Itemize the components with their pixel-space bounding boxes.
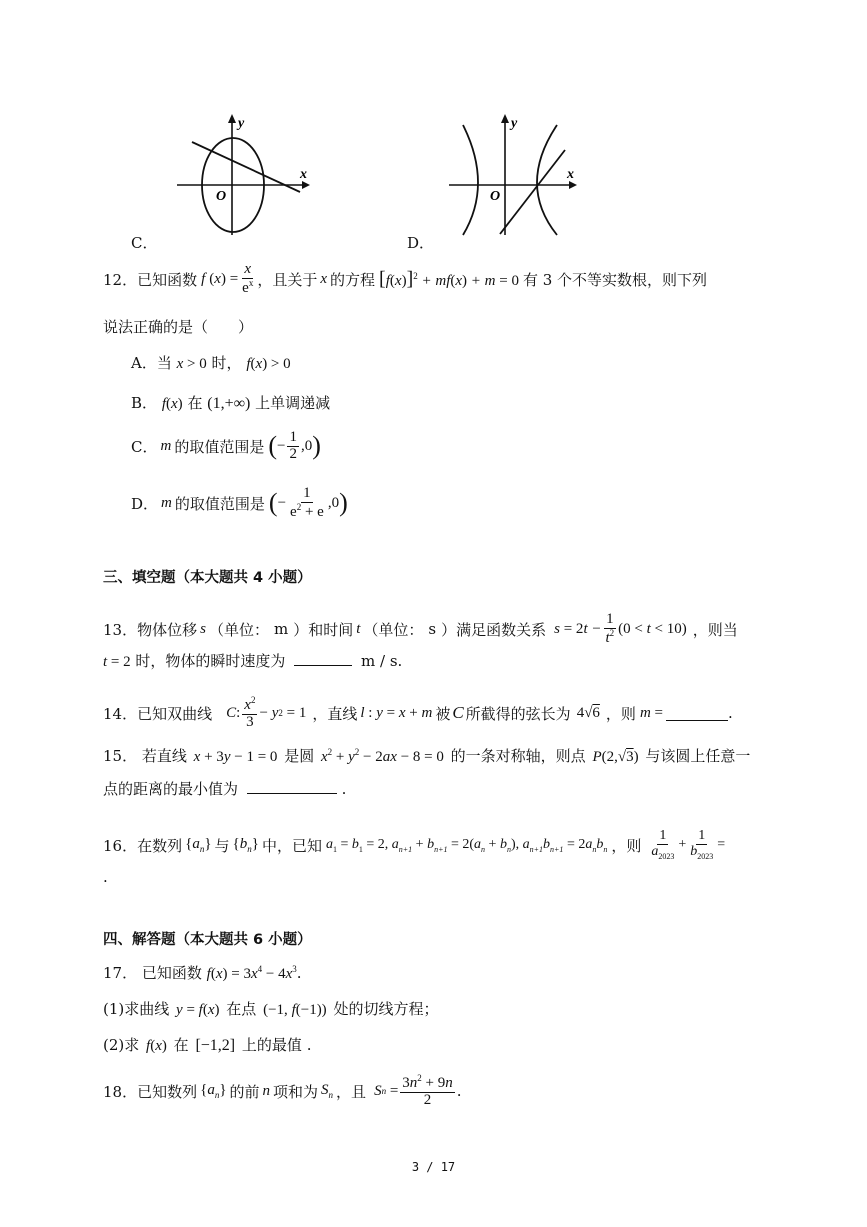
q15-line2 xyxy=(103,778,346,799)
q15-line-eq: x + 3y − 1 = 0 xyxy=(193,749,278,765)
q18-seq: $\{a_n\}$ xyxy=(200,1082,227,1100)
q12-text: 已知函数 xyxy=(137,270,198,289)
option-c-var: m xyxy=(160,437,172,454)
origin-label: O xyxy=(216,189,227,204)
q18-sn: $S_n$ xyxy=(321,1082,334,1100)
y-label: y xyxy=(238,116,245,131)
q12-fx: ( xyxy=(209,270,215,287)
option-d-mid: 的取值范围是 xyxy=(174,494,265,513)
section-4-heading: 四、解答题（本大题共 6 小题） xyxy=(103,932,312,948)
q14-line-eq: l : y = x + m xyxy=(360,704,433,721)
q15-text5: 点的距离的最小值为 xyxy=(103,780,239,798)
option-d-var: m xyxy=(161,494,172,511)
q17-curve: y = f(x) xyxy=(176,1002,220,1018)
q16-line1 xyxy=(103,805,725,885)
option-a-expr: f(x) > 0 xyxy=(246,356,291,372)
q12-equation: $[f(x)]^2 + mf(x) + m = 0$ xyxy=(379,267,519,290)
q15-point: P(2,√3) xyxy=(592,749,639,765)
figure-c-graph xyxy=(172,110,322,240)
figure-d-label: D． xyxy=(407,234,435,252)
q17-part1 xyxy=(103,998,438,1019)
y-axis-arrow xyxy=(228,114,236,123)
q16-text2: 与 xyxy=(214,836,230,855)
q17-part2-text: (2)求 xyxy=(103,1036,140,1054)
q17-part1-text2: 在点 xyxy=(226,1000,257,1018)
option-a-mid: 时， xyxy=(211,354,242,372)
x-axis-arrow xyxy=(569,181,577,189)
q18-var-n: n xyxy=(262,1082,271,1099)
y-label: y xyxy=(511,116,518,131)
q12-line1 xyxy=(103,262,707,297)
option-b-tail: 上单调递减 xyxy=(255,394,331,412)
q16-text: 在数列 xyxy=(137,836,183,855)
option-c-mid: 的取值范围是 xyxy=(174,437,265,456)
q12-fx-var: x xyxy=(214,270,221,287)
q12-fraction: $\frac{x}{e^x}$ xyxy=(242,261,254,296)
q16-conditions: $a_1 = b_1 = 2$, $a_{n+1} + b_{n+1} = 2(a_n + b_n)$, $a_{n+1}b_{n+1} = 2a_nb_n$ xyxy=(325,836,608,854)
x-axis-arrow xyxy=(302,181,310,189)
page-number: 3 / 17 xyxy=(411,1160,456,1174)
q17-part2-text3: 上的最值 . xyxy=(241,1036,312,1054)
q14-text3: 被 xyxy=(435,704,451,723)
q13-line1 xyxy=(103,605,738,653)
hyperbola-left-branch xyxy=(463,125,478,235)
q12-text2: ，且关于 xyxy=(257,270,318,289)
q13-line2 xyxy=(103,650,402,671)
q12-function: f xyxy=(201,270,206,287)
q18-text3: 项和为 xyxy=(273,1082,319,1101)
q16-seq-b: $\{b_n\}$ xyxy=(232,836,259,854)
q16-text4: ，则 xyxy=(611,836,642,855)
q17-end: . xyxy=(296,964,302,982)
q17-fx: f(x) xyxy=(146,1038,167,1054)
q14-text5: ，则 xyxy=(605,704,636,723)
origin-label: O xyxy=(490,189,501,204)
q13-unit-s: s xyxy=(428,620,437,638)
q12-number: 12． xyxy=(103,270,138,289)
q13-var-s: s xyxy=(200,620,206,637)
q13-end: . xyxy=(397,652,403,670)
q12-option-c xyxy=(131,425,321,467)
q18-line1 xyxy=(103,1068,462,1114)
q16-target: $\frac{1}{a_{2023}}$ + $\frac{1}{b_{2023}}$ = xyxy=(651,828,726,861)
q17-interval: [−1,2] xyxy=(195,1037,236,1054)
q12-option-d xyxy=(131,482,348,524)
option-b-label: B． xyxy=(131,394,158,412)
q15-answer-blank[interactable] xyxy=(247,779,337,794)
option-b-func: f(x) xyxy=(161,396,183,412)
q17-part1-text: (1)求曲线 xyxy=(103,1000,170,1018)
q13-condition: t = 2 xyxy=(103,654,131,670)
option-d-label: D． xyxy=(131,494,159,513)
q12-text4: 有 3 个不等实数根，则下列 xyxy=(522,270,708,289)
q13-unit-v: m / s xyxy=(361,652,398,670)
q15-text: 若直线 xyxy=(141,747,187,765)
q18-number: 18． xyxy=(103,1082,138,1101)
q12-text3: 的方程 xyxy=(330,270,376,289)
q13-unit-m: m xyxy=(273,620,289,638)
q14-number: 14． xyxy=(103,704,138,723)
q13-text6: ，则当 xyxy=(692,620,738,639)
option-b-interval: (1,+∞) xyxy=(207,395,251,412)
q14-text: 已知双曲线 xyxy=(137,704,213,723)
option-d-range: ( − $\frac{1}{e^2 + e}$ ,0 ) xyxy=(268,484,348,520)
q13-number: 13． xyxy=(103,620,138,639)
q18-text2: 的前 xyxy=(229,1082,260,1101)
q15-text2: 是圆 xyxy=(284,747,315,765)
q16-text3: 中，已知 xyxy=(261,836,322,855)
q14-end: . xyxy=(728,704,733,722)
q12-option-a xyxy=(131,352,291,373)
q17-point: (−1, f(−1)) xyxy=(263,1002,327,1018)
q13-text4: （单位： xyxy=(363,620,424,639)
q18-text: 已知数列 xyxy=(137,1082,198,1101)
option-c-range: ( − $\frac{1}{2}$ ,0 ) xyxy=(268,428,321,462)
q14-text4: 所截得的弦长为 xyxy=(465,704,571,723)
q13-text3: ）和时间 xyxy=(293,620,354,639)
q12-line2: 说法正确的是（ ） xyxy=(103,318,254,336)
line-curve xyxy=(500,150,565,234)
q17-text: 已知函数 xyxy=(141,964,202,982)
q15-text3: 的一条对称轴，则点 xyxy=(450,747,586,765)
option-a-label: A．当 xyxy=(131,354,172,372)
q17-part2 xyxy=(103,1034,311,1055)
q13-text: 物体位移 xyxy=(137,620,198,639)
q17-part2-text2: 在 xyxy=(173,1036,189,1054)
q14-var-c: C xyxy=(452,703,464,722)
q16-seq-a: $\{a_n\}$ xyxy=(185,836,212,854)
y-axis-arrow xyxy=(501,114,509,123)
q14-line xyxy=(103,688,733,738)
q12-var-x: x xyxy=(320,270,328,287)
q13-formula: s = 2 t − $\frac{1}{t^2}$ (0 < t < 10) xyxy=(554,610,687,646)
q18-formula: S n = $\frac{3n^2 + 9n}{2}$ xyxy=(374,1072,453,1108)
section-3-heading: 三、填空题（本大题共 4 小题） xyxy=(103,570,312,586)
q18-end: . xyxy=(456,1082,462,1100)
q13-text2: （单位： xyxy=(208,620,269,639)
q18-text4: ，且 xyxy=(336,1082,367,1101)
q12-option-b xyxy=(131,392,330,413)
q15-end: . xyxy=(341,780,347,798)
q17-line1 xyxy=(103,962,302,983)
q15-text4: 与该圆上任意一 xyxy=(645,747,751,765)
q13-var-t: t xyxy=(356,620,361,637)
q17-number: 17． xyxy=(103,964,138,982)
q14-answer-blank[interactable] xyxy=(666,706,728,721)
q15-line1 xyxy=(103,745,750,766)
x-label: x xyxy=(300,167,307,182)
q13-text7: 时，物体的瞬时速度为 xyxy=(135,652,286,670)
q14-var-m: m = xyxy=(639,704,663,721)
option-a-cond: x > 0 xyxy=(176,356,207,372)
q14-chord: 4√6 xyxy=(576,704,600,721)
q13-answer-blank[interactable] xyxy=(294,651,352,666)
q12-fx-eq: ) = xyxy=(220,270,239,287)
q15-number: 15． xyxy=(103,747,138,765)
q17-function: $f(x) = 3x^4 - 4x^3$ xyxy=(206,964,297,982)
figure-c-label: C． xyxy=(131,234,158,252)
hyperbola-right-branch xyxy=(537,125,557,235)
q17-part1-text3: 处的切线方程； xyxy=(333,1000,439,1018)
q15-circle-eq: $x^2 + y^2 - 2ax - 8 = 0$ xyxy=(320,747,444,765)
q14-text2: ，直线 xyxy=(312,704,358,723)
q16-end: . xyxy=(103,868,108,886)
option-c-label: C． xyxy=(131,437,158,456)
q16-number: 16． xyxy=(103,836,138,855)
figure-d-graph xyxy=(445,110,585,240)
x-label: x xyxy=(567,167,574,182)
q14-hyperbola: C : $\frac{x^2}{3}$ − y 2 = 1 xyxy=(226,694,307,730)
option-b-mid: 在 xyxy=(187,394,203,412)
q13-text5: ）满足函数关系 xyxy=(441,620,547,639)
